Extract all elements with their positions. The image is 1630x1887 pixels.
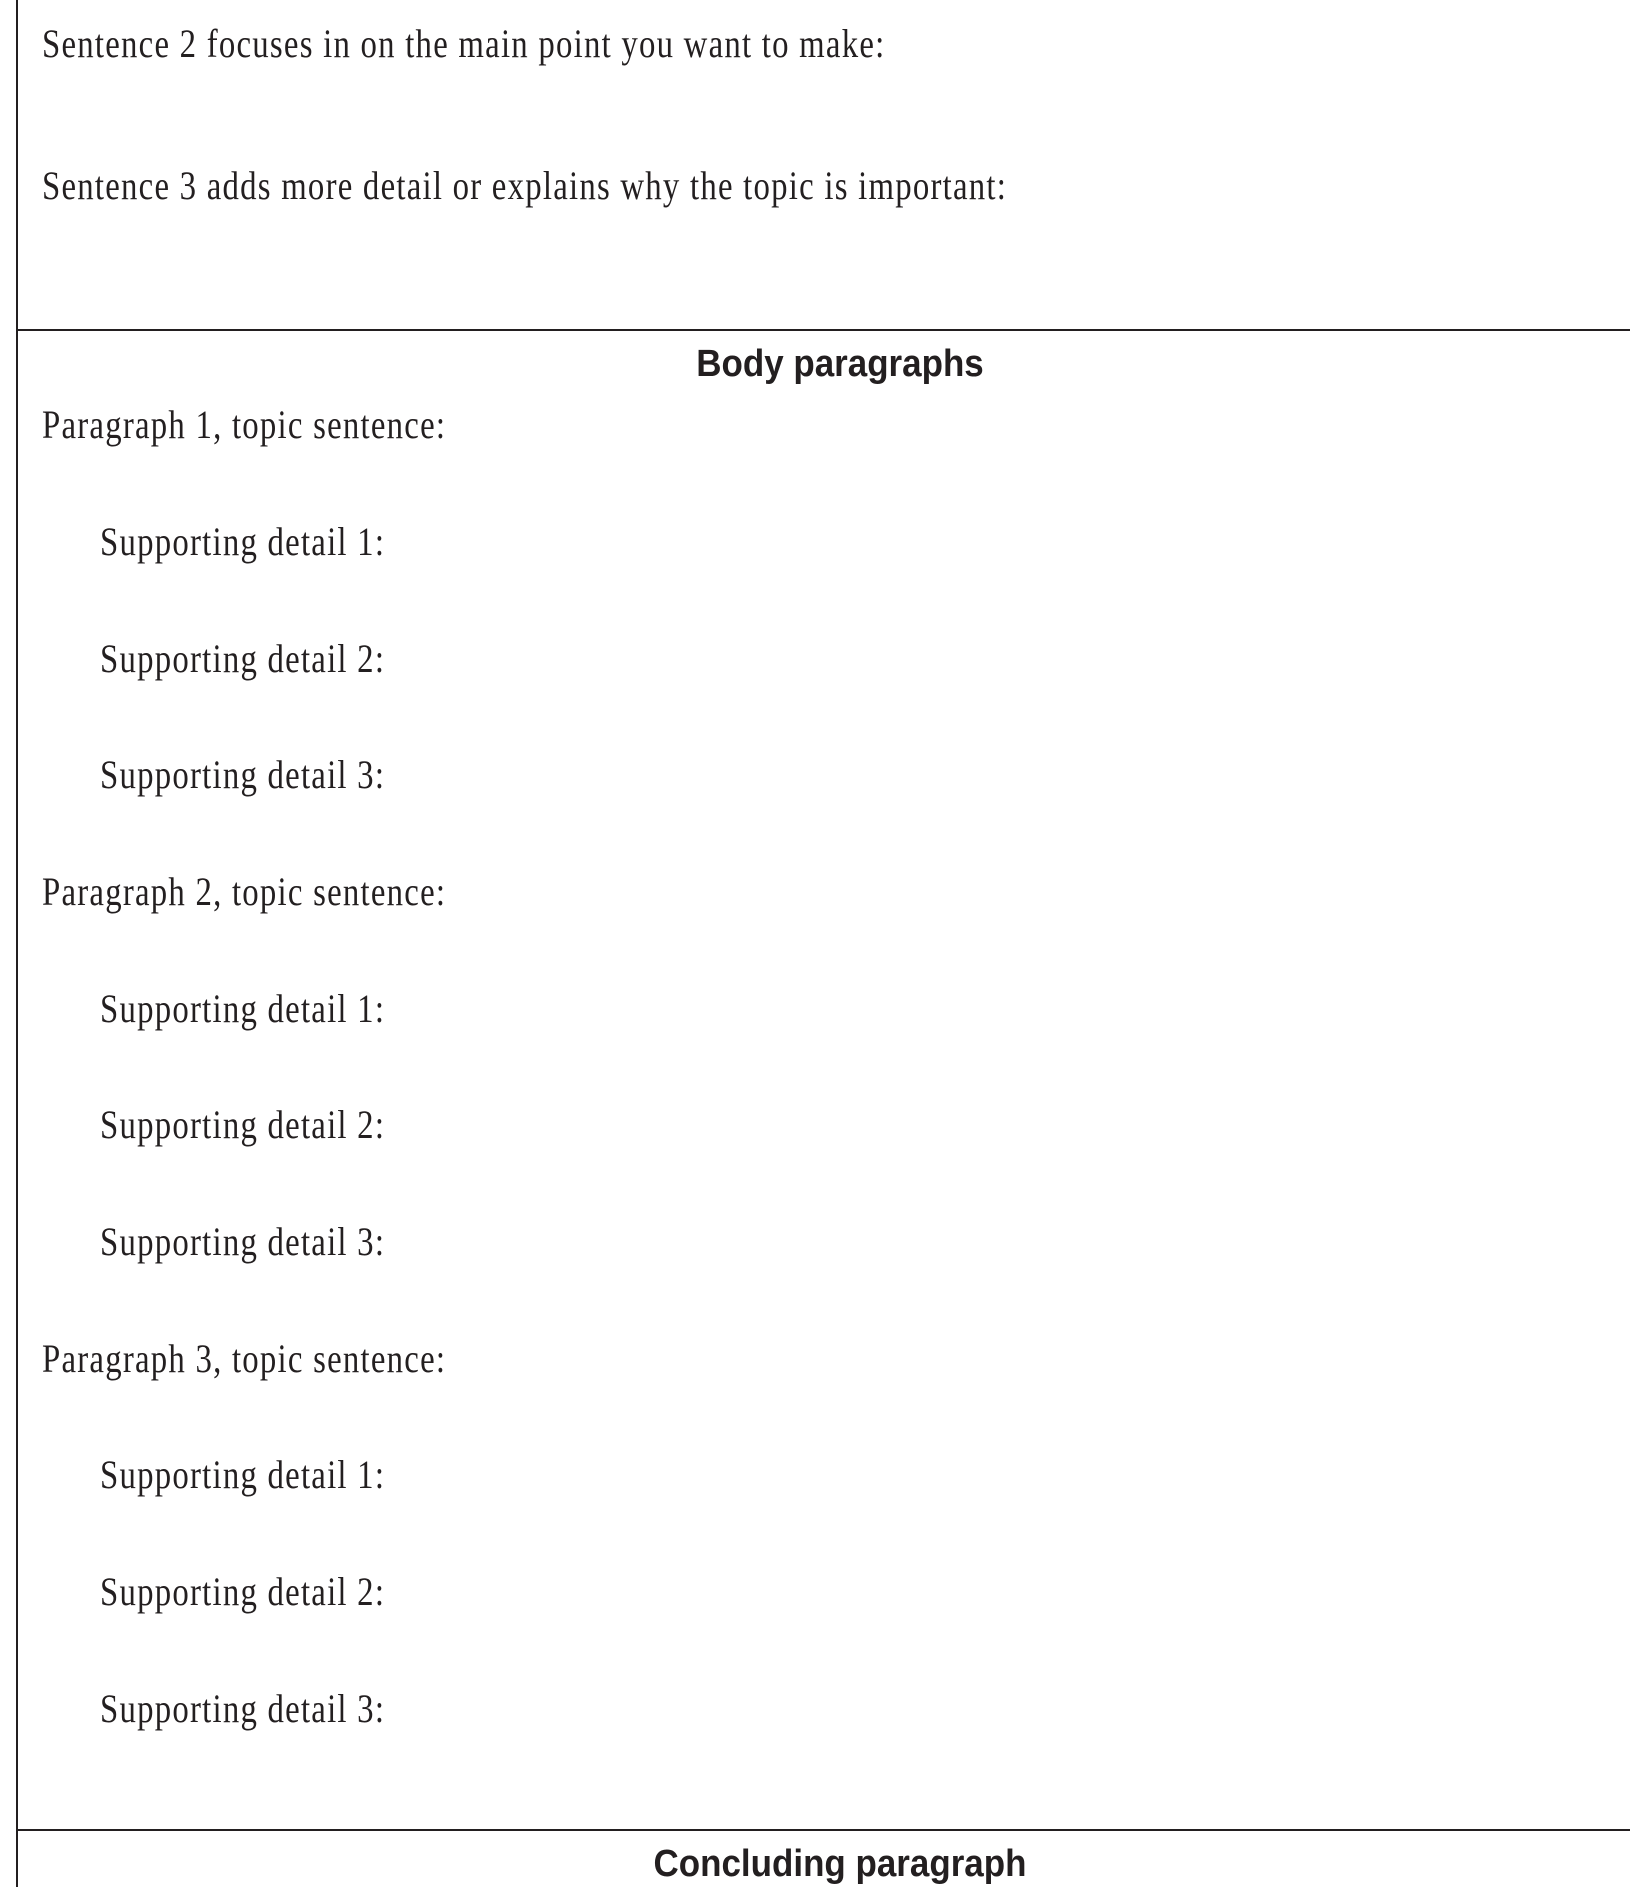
paragraph-1-detail-1-prompt: Supporting detail 1: <box>100 519 386 564</box>
paragraph-2-detail-1-prompt: Supporting detail 1: <box>100 986 386 1031</box>
paragraph-2-topic-prompt: Paragraph 2, topic sentence: <box>42 869 447 914</box>
section-divider <box>16 329 1630 331</box>
paragraph-3-topic-prompt: Paragraph 3, topic sentence: <box>42 1336 447 1381</box>
paragraph-3-detail-2-prompt: Supporting detail 2: <box>100 1569 386 1614</box>
paragraph-1-detail-3-prompt: Supporting detail 3: <box>100 752 386 797</box>
intro-sentence-3-prompt: Sentence 3 adds more detail or explains why the topic is important: <box>42 163 1008 208</box>
paragraph-1-topic-prompt: Paragraph 1, topic sentence: <box>42 402 447 447</box>
concluding-paragraph-heading: Concluding paragraph <box>653 1843 1027 1885</box>
paragraph-3-detail-3-prompt: Supporting detail 3: <box>100 1686 386 1731</box>
paragraph-1-detail-2-prompt: Supporting detail 2: <box>100 636 386 681</box>
paragraph-3-detail-1-prompt: Supporting detail 1: <box>100 1452 386 1497</box>
left-border <box>16 0 18 1887</box>
paragraph-2-detail-2-prompt: Supporting detail 2: <box>100 1102 386 1147</box>
paragraph-2-detail-3-prompt: Supporting detail 3: <box>100 1219 386 1264</box>
body-paragraphs-heading: Body paragraphs <box>696 343 984 385</box>
intro-sentence-2-prompt: Sentence 2 focuses in on the main point you want to make: <box>42 21 886 66</box>
section-divider <box>16 1829 1630 1831</box>
